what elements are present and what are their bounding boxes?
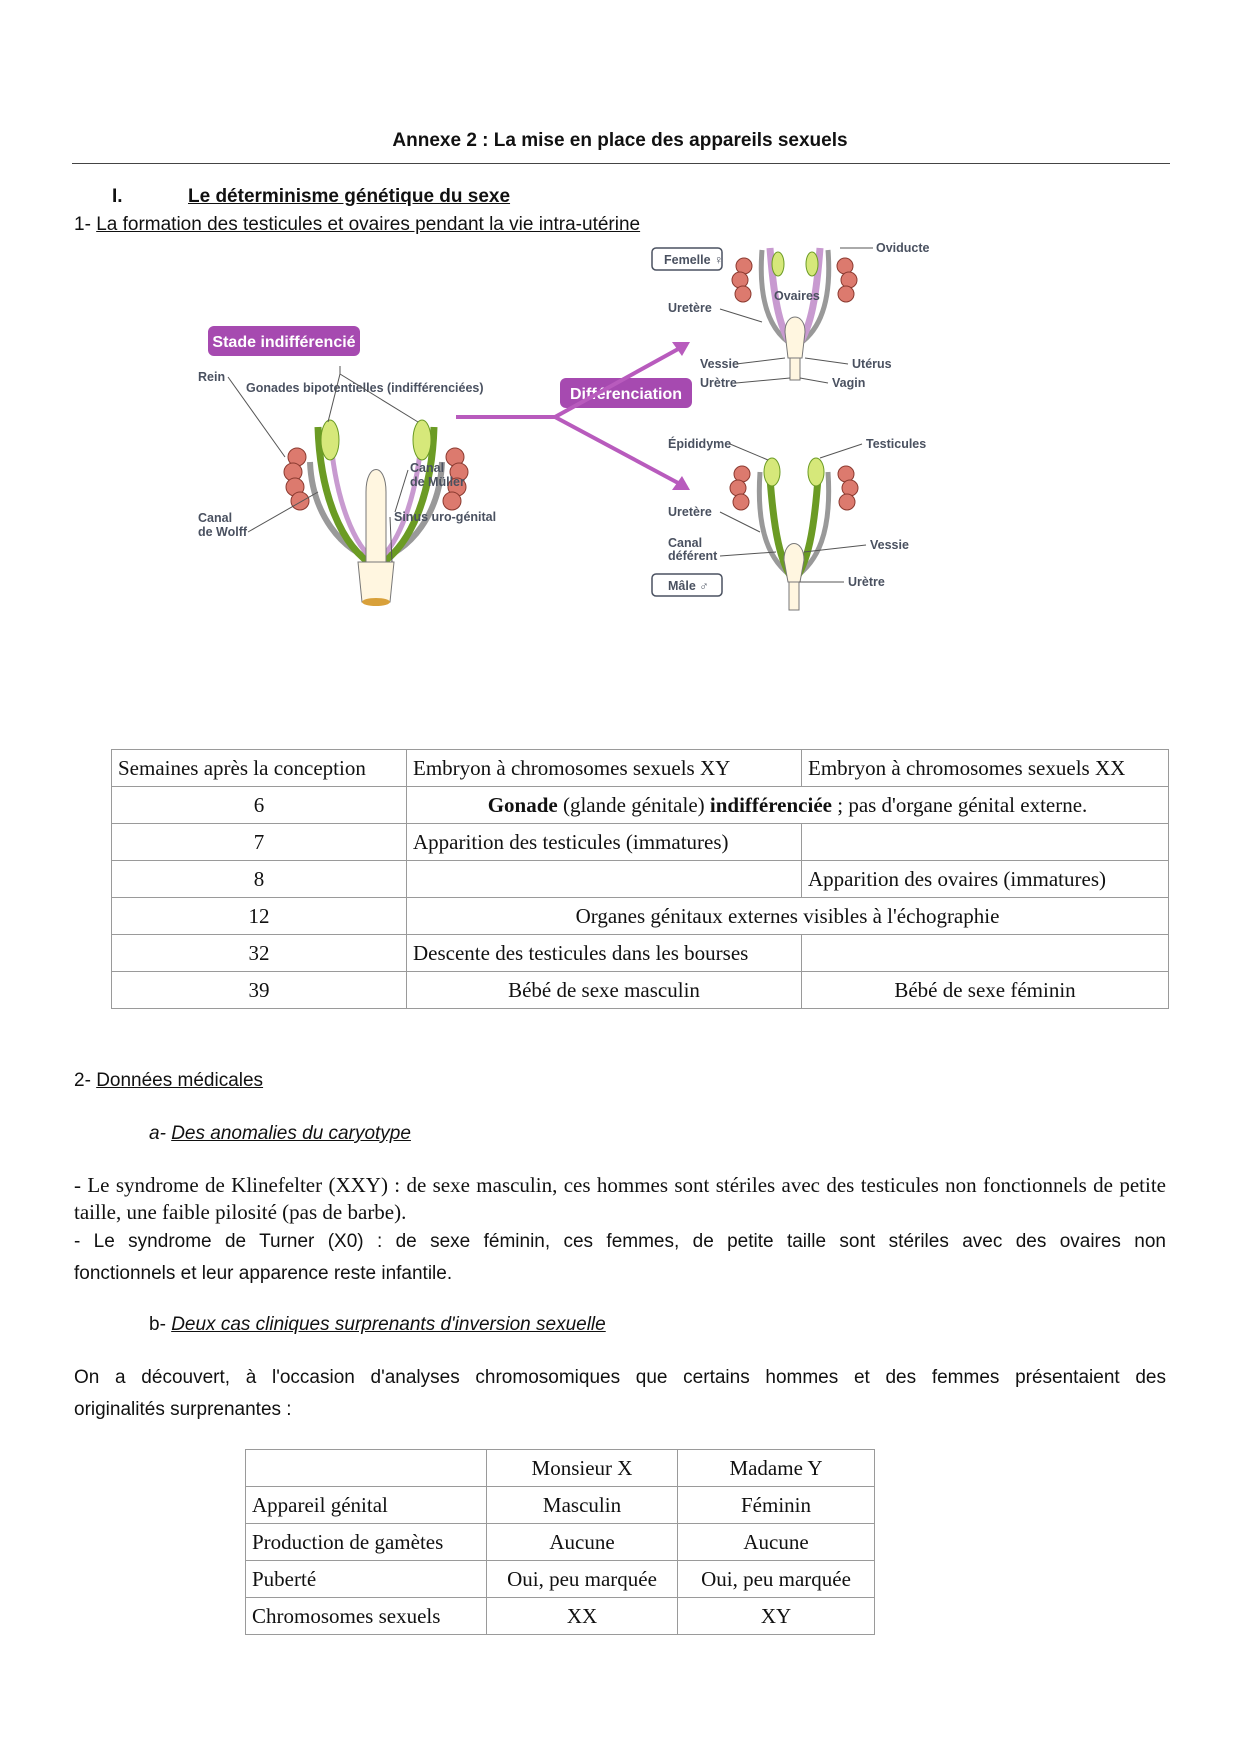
label-uretre-f: Urètre: [700, 376, 737, 390]
header-empty: [246, 1450, 487, 1487]
label-rein: Rein: [198, 370, 226, 384]
section-1-title: Le déterminisme génétique du sexe: [188, 186, 511, 207]
subsection-1-prefix: 1-: [74, 214, 97, 235]
label-female: Femelle ♀: [664, 253, 724, 267]
male-organ: [730, 458, 858, 610]
label-canal-deferent-2: déférent: [668, 549, 718, 563]
subsection-2-title: Données médicales: [96, 1070, 264, 1091]
header-weeks: Semaines après la conception: [112, 750, 407, 787]
subsection-1-title: La formation des testicules et ovaires pendant la vie intra-utérine: [96, 214, 641, 235]
row-label: Appareil génital: [246, 1487, 487, 1524]
monsieur-x-cell: Oui, peu marquée: [487, 1561, 678, 1598]
gonad-differentiation-diagram: [190, 241, 1070, 672]
label-gonades: Gonades bipotentielles (indifférenciées): [246, 381, 484, 395]
table-header-row: [112, 750, 1169, 787]
week-cell: 39: [112, 972, 407, 1009]
subsection-1-heading: [74, 214, 640, 236]
table-row: [246, 1598, 875, 1635]
label-sinus: Sinus uro-génital: [394, 510, 497, 524]
week-cell: 12: [112, 898, 407, 935]
label-vessie-f: Vessie: [700, 357, 739, 371]
title-divider: [72, 163, 1170, 164]
monsieur-x-cell: Masculin: [487, 1487, 678, 1524]
differentiation-label: Différenciation: [569, 386, 683, 403]
stage-indifferent-label: Stade indifférencié: [212, 334, 356, 351]
xy-cell: Bébé de sexe masculin: [407, 972, 802, 1009]
week-cell: 8: [112, 861, 407, 898]
label-canal-wolff-2: de Wolff: [198, 525, 248, 539]
madame-y-cell: Aucune: [678, 1524, 875, 1561]
table-row: [246, 1487, 875, 1524]
monsieur-x-cell: Aucune: [487, 1524, 678, 1561]
label-vagin: Vagin: [832, 376, 866, 390]
section-1-heading: [112, 186, 510, 208]
xx-cell: Bébé de sexe féminin: [802, 972, 1169, 1009]
label-uretere-m: Uretère: [668, 505, 712, 519]
subsection-2-heading: [74, 1070, 263, 1092]
label-uterus: Utérus: [852, 357, 892, 371]
madame-y-cell: Féminin: [678, 1487, 875, 1524]
label-uretre-m: Urètre: [848, 575, 885, 589]
xy-cell: Apparition des testicules (immatures): [407, 824, 802, 861]
label-male: Mâle ♂: [668, 579, 709, 593]
table-row: [112, 824, 1169, 861]
label-canal-deferent-1: Canal: [668, 536, 703, 550]
label-canal-muller-1: Canal: [410, 461, 445, 475]
subsection-2b-title: Deux cas cliniques surprenants d'inversion sexuelle: [171, 1314, 606, 1335]
week-cell: 6: [112, 787, 407, 824]
subsection-2b-heading: [149, 1314, 606, 1336]
row12-merged-cell: Organes génitaux externes visibles à l'échographie: [407, 898, 1169, 935]
xy-cell: Descente des testicules dans les bourses: [407, 935, 802, 972]
monsieur-x-cell: XX: [487, 1598, 678, 1635]
header-xx: Embryon à chromosomes sexuels XX: [802, 750, 1169, 787]
intro-paragraph: [74, 1362, 1166, 1426]
intro-line-1: On a découvert, à l'occasion d'analyses chromosomiques que certains hommes et des femmes présentaient des: [74, 1367, 1166, 1388]
row6-merged-cell: Gonade (glande génitale) indifférenciée ; pas d'organe génital externe.: [407, 787, 1169, 824]
table-row: [112, 898, 1169, 935]
row-label: Production de gamètes: [246, 1524, 487, 1561]
stage-indifferent-badge: [208, 326, 360, 356]
header-xy: Embryon à chromosomes sexuels XY: [407, 750, 802, 787]
madame-y-cell: Oui, peu marquée: [678, 1561, 875, 1598]
table-row: [112, 935, 1169, 972]
row-label: Chromosomes sexuels: [246, 1598, 487, 1635]
intro-line-2: originalités surprenantes :: [74, 1399, 292, 1420]
table-header-row: [246, 1450, 875, 1487]
table-row: [246, 1524, 875, 1561]
xx-cell: [802, 824, 1169, 861]
turner-line-2: fonctionnels et leur apparence reste infantile.: [74, 1263, 453, 1284]
embryo-development-table: [111, 749, 1169, 1009]
xx-cell: [802, 935, 1169, 972]
label-testicules: Testicules: [866, 437, 927, 451]
subsection-2a-title: Des anomalies du caryotype: [171, 1123, 411, 1144]
clinical-cases-table: [245, 1449, 875, 1635]
page-title: Annexe 2 : La mise en place des appareils sexuels: [392, 130, 848, 151]
turner-paragraph: [74, 1226, 1166, 1290]
label-canal-muller-2: de Müller: [410, 475, 465, 489]
table-row: [112, 787, 1169, 824]
row-label: Puberté: [246, 1561, 487, 1598]
week-cell: 32: [112, 935, 407, 972]
header-madame-y: Madame Y: [678, 1450, 875, 1487]
label-vessie-m: Vessie: [870, 538, 909, 552]
xx-cell: Apparition des ovaires (immatures): [802, 861, 1169, 898]
label-epididyme: Épididyme: [668, 437, 732, 451]
table-row: [112, 861, 1169, 898]
subsection-2a-heading: [149, 1123, 411, 1145]
subsection-2b-prefix: b-: [149, 1314, 172, 1335]
label-ovaires: Ovaires: [774, 289, 820, 303]
section-1-number: I.: [112, 186, 123, 207]
turner-line-1: - Le syndrome de Turner (X0) : de sexe féminin, ces femmes, de petite taille sont stériles avec des ovaires non: [74, 1231, 1166, 1252]
table-row: [246, 1561, 875, 1598]
subsection-2-prefix: 2-: [74, 1070, 97, 1091]
table-row: [112, 972, 1169, 1009]
header-monsieur-x: Monsieur X: [487, 1450, 678, 1487]
madame-y-cell: XY: [678, 1598, 875, 1635]
subsection-2a-prefix: a-: [149, 1123, 172, 1144]
label-uretere-f: Uretère: [668, 301, 712, 315]
label-oviducte: Oviducte: [876, 241, 930, 255]
xy-cell: [407, 861, 802, 898]
klinefelter-paragraph: - Le syndrome de Klinefelter (XXY) : de sexe masculin, ces hommes sont stériles avec des testicules non fonctionnels de petite taille, une faible pilosité (pas de barbe).: [74, 1173, 1166, 1224]
week-cell: 7: [112, 824, 407, 861]
differentiation-arrows: [456, 342, 690, 490]
label-canal-wolff-1: Canal: [198, 511, 233, 525]
